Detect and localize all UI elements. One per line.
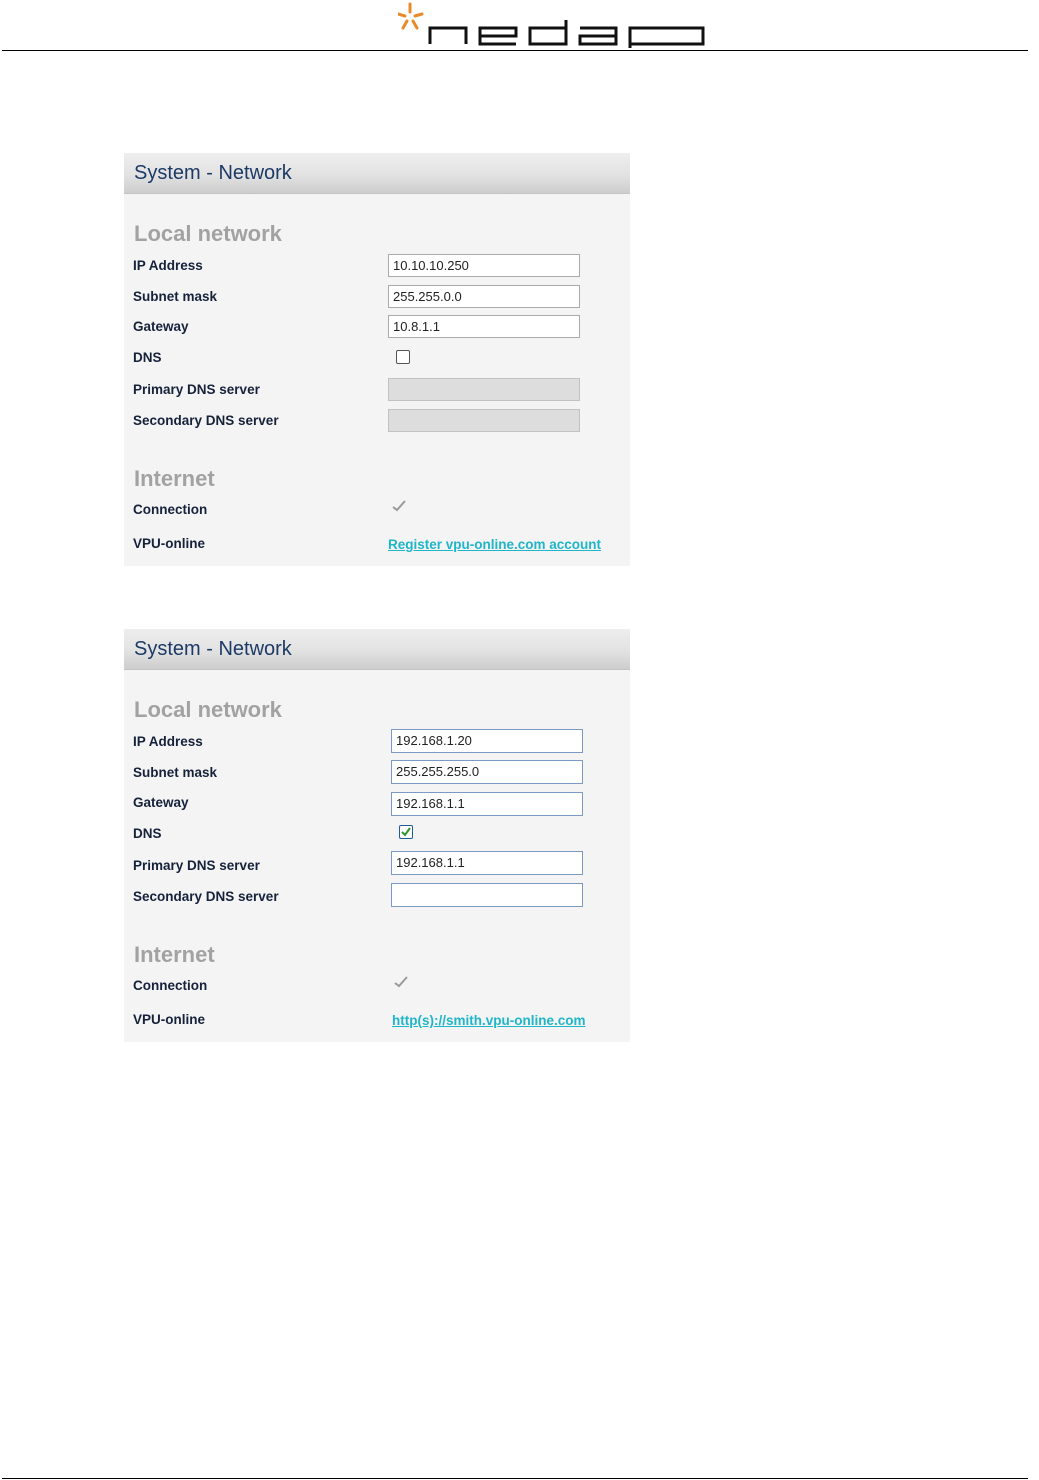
section-local-network: Local network [134, 697, 282, 722]
checkbox-check-icon [401, 827, 411, 837]
ip-address-field[interactable]: 10.10.10.250 [388, 254, 580, 277]
primary-dns-label: Primary DNS server [133, 858, 260, 873]
gateway-label: Gateway [133, 795, 189, 810]
secondary-dns-field[interactable] [391, 883, 583, 907]
connection-label: Connection [133, 978, 208, 993]
dns-checkbox[interactable] [396, 350, 410, 364]
gateway-label: Gateway [133, 319, 189, 334]
checkmark-icon [392, 500, 406, 512]
secondary-dns-label: Secondary DNS server [133, 413, 279, 428]
gateway-field[interactable]: 10.8.1.1 [388, 315, 580, 338]
ip-address-field[interactable]: 192.168.1.20 [391, 729, 583, 753]
subnet-mask-label: Subnet mask [133, 289, 218, 304]
dns-label: DNS [133, 350, 162, 365]
section-internet: Internet [134, 942, 215, 967]
panel-title: System - Network [134, 638, 292, 660]
primary-dns-label: Primary DNS server [133, 382, 260, 397]
vpu-online-label: VPU-online [133, 1012, 206, 1027]
ip-address-label: IP Address [133, 734, 203, 749]
panel-title-bar [124, 153, 630, 194]
panel-title: System - Network [134, 162, 292, 184]
secondary-dns-label: Secondary DNS server [133, 889, 279, 904]
vpu-online-url-link[interactable]: http(s)://smith.vpu-online.com [392, 1013, 586, 1028]
gateway-field[interactable]: 192.168.1.1 [391, 792, 583, 816]
vpu-online-label: VPU-online [133, 536, 206, 551]
logo-wordmark [430, 20, 703, 48]
subnet-mask-field[interactable]: 255.255.255.0 [391, 760, 583, 784]
primary-dns-field[interactable]: 192.168.1.1 [391, 851, 583, 875]
subnet-mask-label: Subnet mask [133, 765, 218, 780]
dns-label: DNS [133, 826, 162, 841]
register-vpu-online-link[interactable]: Register vpu-online.com account [388, 537, 602, 552]
section-local-network: Local network [134, 221, 282, 246]
network-settings-panel [124, 629, 630, 1042]
connection-label: Connection [133, 502, 208, 517]
nedap-logo [398, 2, 708, 48]
network-settings-panel [124, 153, 630, 566]
page-header [0, 0, 1039, 52]
ip-address-label: IP Address [133, 258, 203, 273]
checkmark-icon [394, 976, 408, 988]
logo-star-icon [398, 4, 422, 28]
dns-checkbox[interactable] [399, 825, 413, 839]
subnet-mask-field[interactable]: 255.255.0.0 [388, 285, 580, 308]
footer-divider [2, 1478, 1028, 1479]
panel-title-bar [124, 629, 630, 670]
header-divider [2, 50, 1028, 51]
secondary-dns-field[interactable] [388, 409, 580, 432]
primary-dns-field[interactable] [388, 378, 580, 401]
section-internet: Internet [134, 466, 215, 491]
